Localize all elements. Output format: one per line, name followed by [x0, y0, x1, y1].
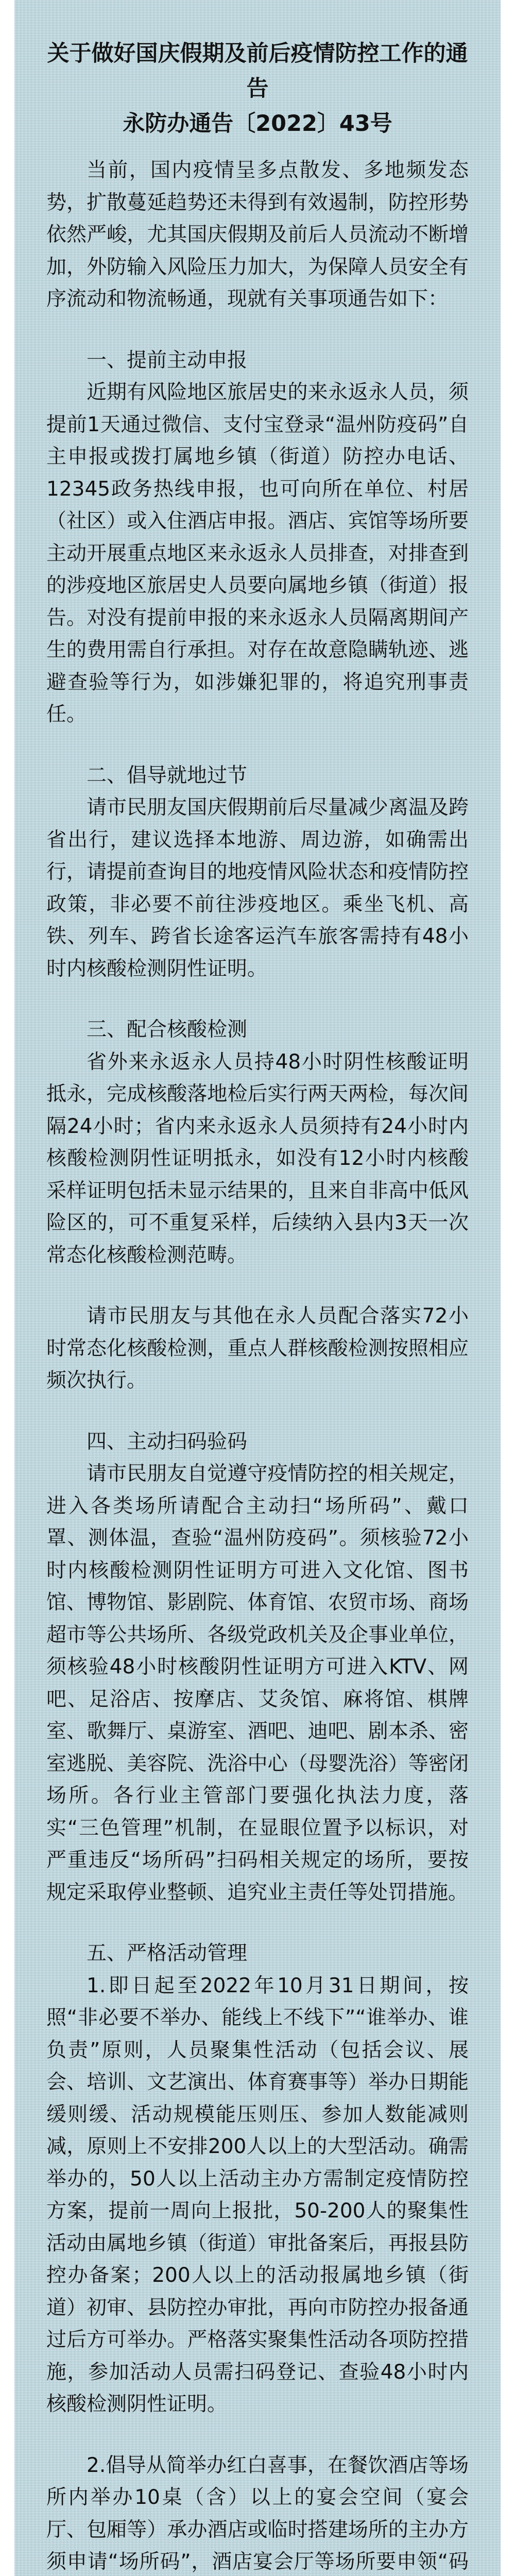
section-heading: 三、配合核酸检测: [87, 1018, 248, 1041]
notice-title: 关于做好国庆假期及前后疫情防控工作的通告: [47, 41, 468, 101]
section-paragraph: 请市民朋友国庆假期前后尽量减少离温及跨省出行，建议选择本地游、周边游，如确需出行，请提前查询目的地疫情风险状态和疫情防控政策，非必要不前往涉疫地区。乘坐飞机、高铁、列车、跨省长途客运汽车旅客需持有48小时内核酸检测阴性证明。: [46, 796, 469, 980]
document-number: 永防办通告〔2022〕43号: [123, 111, 392, 137]
intro-paragraph: 当前，国内疫情呈多点散发、多地频发态势，扩散蔓延趋势还未得到有效遏制，防控形势依然严峻，尤其国庆假期及前后人员流动不断增加，外防输入风险压力加大，为保障人员安全有序流动和物流畅通，现就有关事项通告如下：: [46, 159, 469, 311]
section-paragraph: 省外来永返永人员持48小时阴性核酸证明抵永，完成核酸落地检后实行两天两检，每次间隔24小时；省内来永返永人员须持有24小时内核酸检测阴性证明抵永，如没有12小时内核酸采样证明包括未显示结果的，且来自非高中低风险区的，可不重复采样，后续纳入县内3天一次常态化核酸检测范畴。: [46, 1050, 469, 1267]
section-paragraph: 2.倡导从简举办红白喜事，在餐饮酒店等场所内举办10桌（含）以上的宴会空间（宴会厅、包厢等）承办酒店或临时搭建场所的主办方须申请“场所码”，酒店宴会厅等场所要申领“码: [46, 2453, 469, 2573]
section-paragraph: 请市民朋友与其他在永人员配合落实72小时常态化核酸检测，重点人群核酸检测按照相应频次执行。: [46, 1304, 469, 1392]
notice-document: [14, 0, 501, 2576]
section-paragraph: 请市民朋友自觉遵守疫情防控的相关规定，进入各类场所请配合主动扫“场所码”、戴口罩、测体温，查验“温州防疫码”。须核验72小时内核酸检测阴性证明方可进入文化馆、图书馆、博物馆、影剧院、体育馆、农贸市场、商场超市等公共场所、各级党政机关及企事业单位，须核验48小时核酸阴性证明方可进入KTV、网吧、足浴店、按摩店、艾灸馆、麻将馆、棋牌室、歌舞厅、桌游室、酒吧、迪吧、剧本杀、密室逃脱、美容院、洗浴中心（母婴洗浴）等密闭场所。各行业主管部门要强化执法力度，落实“三色管理”机制，在显眼位置予以标识，对严重违反“场所码”扫码相关规定的场所，要按规定采取停业整顿、追究业主责任等处罚措施。: [46, 1462, 469, 1904]
section-heading: 四、主动扫码验码: [87, 1430, 248, 1453]
section-paragraph: 1.即日起至2022年10月31日期间，按照“非必要不举办、能线上不线下”“谁举办、谁负责”原则，人员聚集性活动（包括会议、展会、培训、文艺演出、体育赛事等）举办日期能缓则缓、活动规模能压则压、参加人数能减则减，原则上不安排200人以上的大型活动。确需举办的，50人以上活动主办方需制定疫情防控方案，提前一周向上报批，50-200人的聚集性活动由属地乡镇（街道）审批备案后，再报县防控办备案；200人以上的活动报属地乡镇（街道）初审、县防控办审批，再向市防控办报备通过后方可举办。严格落实聚集性活动各项防控措施，参加活动人员需扫码登记、查验48小时内核酸检测阴性证明。: [46, 1974, 469, 2416]
section-heading: 一、提前主动申报: [87, 348, 248, 372]
section-heading: 五、严格活动管理: [87, 1942, 248, 1965]
section-heading: 二、倡导就地过节: [87, 764, 248, 787]
section-paragraph: 近期有风险地区旅居史的来永返永人员，须提前1天通过微信、支付宝登录“温州防疫码”自主申报或拨打属地乡镇（街道）防控办电话、12345政务热线申报，也可向所在单位、村居（社区）或入住酒店申报。酒店、宾馆等场所要主动开展重点地区来永返永人员排查，对排查到的涉疫地区旅居史人员要向属地乡镇（街道）报告。对没有提前申报的来永返永人员隔离期间产生的费用需自行承担。对存在故意隐瞒轨迹、逃避查验等行为，如涉嫌犯罪的，将追究刑事责任。: [46, 381, 469, 726]
